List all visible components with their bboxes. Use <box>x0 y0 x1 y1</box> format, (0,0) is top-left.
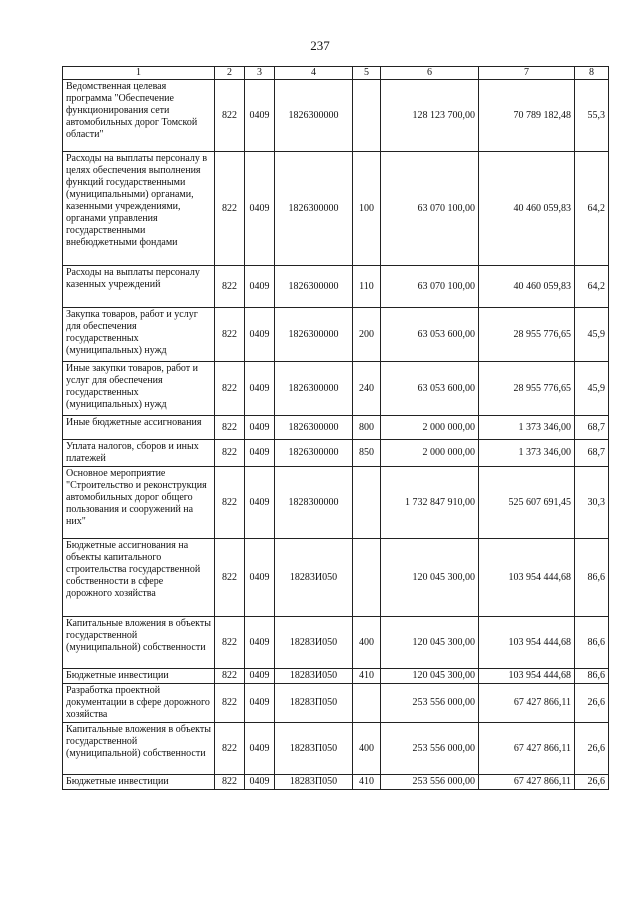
header-cell: 8 <box>575 67 609 80</box>
actual-amount-cell: 28 955 776,65 <box>479 308 575 362</box>
target-article-cell: 18283П050 <box>275 723 353 775</box>
ministry-code-cell: 822 <box>215 416 245 440</box>
plan-amount-cell: 63 070 100,00 <box>381 266 479 308</box>
table-row <box>63 152 609 266</box>
row-name-cell: Разработка проектной документации в сфере дорожного хозяйства <box>63 684 215 723</box>
actual-amount-cell: 67 427 866,11 <box>479 723 575 775</box>
section-code-cell: 0409 <box>245 775 275 790</box>
section-code-cell: 0409 <box>245 684 275 723</box>
actual-amount-cell: 70 789 182,48 <box>479 80 575 152</box>
percent-cell: 45,9 <box>575 362 609 416</box>
ministry-code-cell: 822 <box>215 617 245 669</box>
table-row <box>63 775 609 790</box>
target-article-cell: 1826300000 <box>275 308 353 362</box>
actual-amount-cell: 103 954 444,68 <box>479 539 575 617</box>
section-code-cell: 0409 <box>245 416 275 440</box>
plan-amount-cell: 253 556 000,00 <box>381 684 479 723</box>
expense-type-cell: 110 <box>353 266 381 308</box>
percent-cell: 86,6 <box>575 669 609 684</box>
section-code-cell: 0409 <box>245 80 275 152</box>
percent-cell: 55,3 <box>575 80 609 152</box>
page-number: 237 <box>310 38 330 53</box>
ministry-code-cell: 822 <box>215 308 245 362</box>
table-row <box>63 617 609 669</box>
actual-amount-cell: 67 427 866,11 <box>479 684 575 723</box>
expense-type-cell <box>353 80 381 152</box>
table-row <box>63 308 609 362</box>
row-name-cell: Уплата налогов, сборов и иных платежей <box>63 440 215 467</box>
percent-cell: 68,7 <box>575 440 609 467</box>
plan-amount-cell: 120 045 300,00 <box>381 669 479 684</box>
ministry-code-cell: 822 <box>215 684 245 723</box>
header-cell: 7 <box>479 67 575 80</box>
plan-amount-cell: 2 000 000,00 <box>381 440 479 467</box>
table-row <box>63 669 609 684</box>
row-name-cell: Расходы на выплаты персоналу казенных учреждений <box>63 266 215 308</box>
row-name-cell: Расходы на выплаты персоналу в целях обеспечения выполнения функций государственными (муниципальными) органами, казенными учреждениями, органами управления государственными внебюджетными фондами <box>63 152 215 266</box>
row-name-cell: Закупка товаров, работ и услуг для обеспечения государственных (муниципальных) нужд <box>63 308 215 362</box>
ministry-code-cell: 822 <box>215 152 245 266</box>
ministry-code-cell: 822 <box>215 539 245 617</box>
row-name-cell: Основное мероприятие "Строительство и реконструкция автомобильных дорог общего пользования и сооружений на них" <box>63 467 215 539</box>
ministry-code-cell: 822 <box>215 266 245 308</box>
plan-amount-cell: 253 556 000,00 <box>381 723 479 775</box>
ministry-code-cell: 822 <box>215 362 245 416</box>
target-article-cell: 1826300000 <box>275 362 353 416</box>
ministry-code-cell: 822 <box>215 723 245 775</box>
plan-amount-cell: 120 045 300,00 <box>381 539 479 617</box>
actual-amount-cell: 1 373 346,00 <box>479 440 575 467</box>
plan-amount-cell: 128 123 700,00 <box>381 80 479 152</box>
row-name-cell: Бюджетные инвестиции <box>63 775 215 790</box>
section-code-cell: 0409 <box>245 152 275 266</box>
actual-amount-cell: 40 460 059,83 <box>479 152 575 266</box>
table-row <box>63 684 609 723</box>
table-row <box>63 467 609 539</box>
plan-amount-cell: 63 053 600,00 <box>381 308 479 362</box>
row-name-cell: Иные бюджетные ассигнования <box>63 416 215 440</box>
plan-amount-cell: 2 000 000,00 <box>381 416 479 440</box>
table-row <box>63 80 609 152</box>
expense-type-cell: 410 <box>353 669 381 684</box>
percent-cell: 45,9 <box>575 308 609 362</box>
target-article-cell: 18283И050 <box>275 539 353 617</box>
row-name-cell: Бюджетные инвестиции <box>63 669 215 684</box>
header-row <box>63 67 609 80</box>
budget-table <box>62 66 609 790</box>
expense-type-cell: 800 <box>353 416 381 440</box>
actual-amount-cell: 67 427 866,11 <box>479 775 575 790</box>
expense-type-cell: 240 <box>353 362 381 416</box>
target-article-cell: 18283И050 <box>275 669 353 684</box>
actual-amount-cell: 1 373 346,00 <box>479 416 575 440</box>
actual-amount-cell: 103 954 444,68 <box>479 617 575 669</box>
plan-amount-cell: 63 070 100,00 <box>381 152 479 266</box>
expense-type-cell <box>353 539 381 617</box>
row-name-cell: Бюджетные ассигнования на объекты капитального строительства государственной собственности в сфере дорожного хозяйства <box>63 539 215 617</box>
ministry-code-cell: 822 <box>215 80 245 152</box>
section-code-cell: 0409 <box>245 467 275 539</box>
expense-type-cell: 410 <box>353 775 381 790</box>
target-article-cell: 1826300000 <box>275 80 353 152</box>
expense-type-cell: 100 <box>353 152 381 266</box>
plan-amount-cell: 253 556 000,00 <box>381 775 479 790</box>
ministry-code-cell: 822 <box>215 467 245 539</box>
percent-cell: 26,6 <box>575 775 609 790</box>
table-row <box>63 539 609 617</box>
target-article-cell: 1826300000 <box>275 440 353 467</box>
plan-amount-cell: 63 053 600,00 <box>381 362 479 416</box>
actual-amount-cell: 103 954 444,68 <box>479 669 575 684</box>
section-code-cell: 0409 <box>245 308 275 362</box>
table-row <box>63 723 609 775</box>
percent-cell: 86,6 <box>575 539 609 617</box>
header-cell: 6 <box>381 67 479 80</box>
row-name-cell: Иные закупки товаров, работ и услуг для обеспечения государственных (муниципальных) нужд <box>63 362 215 416</box>
expense-type-cell <box>353 467 381 539</box>
row-name-cell: Капитальные вложения в объекты государственной (муниципальной) собственности <box>63 617 215 669</box>
table-row <box>63 266 609 308</box>
header-cell: 5 <box>353 67 381 80</box>
target-article-cell: 18283И050 <box>275 617 353 669</box>
target-article-cell: 18283П050 <box>275 775 353 790</box>
header-cell: 3 <box>245 67 275 80</box>
section-code-cell: 0409 <box>245 440 275 467</box>
header-cell: 4 <box>275 67 353 80</box>
table-row <box>63 416 609 440</box>
actual-amount-cell: 28 955 776,65 <box>479 362 575 416</box>
table-row <box>63 440 609 467</box>
actual-amount-cell: 40 460 059,83 <box>479 266 575 308</box>
actual-amount-cell: 525 607 691,45 <box>479 467 575 539</box>
target-article-cell: 1826300000 <box>275 416 353 440</box>
section-code-cell: 0409 <box>245 669 275 684</box>
expense-type-cell: 400 <box>353 723 381 775</box>
ministry-code-cell: 822 <box>215 775 245 790</box>
plan-amount-cell: 1 732 847 910,00 <box>381 467 479 539</box>
target-article-cell: 1826300000 <box>275 152 353 266</box>
section-code-cell: 0409 <box>245 362 275 416</box>
expense-type-cell <box>353 684 381 723</box>
plan-amount-cell: 120 045 300,00 <box>381 617 479 669</box>
header-cell: 1 <box>63 67 215 80</box>
percent-cell: 30,3 <box>575 467 609 539</box>
section-code-cell: 0409 <box>245 617 275 669</box>
section-code-cell: 0409 <box>245 723 275 775</box>
target-article-cell: 18283П050 <box>275 684 353 723</box>
row-name-cell: Капитальные вложения в объекты государственной (муниципальной) собственности <box>63 723 215 775</box>
percent-cell: 26,6 <box>575 684 609 723</box>
expense-type-cell: 200 <box>353 308 381 362</box>
percent-cell: 26,6 <box>575 723 609 775</box>
section-code-cell: 0409 <box>245 266 275 308</box>
table-row <box>63 362 609 416</box>
expense-type-cell: 400 <box>353 617 381 669</box>
percent-cell: 64,2 <box>575 266 609 308</box>
ministry-code-cell: 822 <box>215 440 245 467</box>
target-article-cell: 1828300000 <box>275 467 353 539</box>
percent-cell: 68,7 <box>575 416 609 440</box>
expense-type-cell: 850 <box>353 440 381 467</box>
row-name-cell: Ведомственная целевая программа "Обеспечение функционирования сети автомобильных дорог Томской области" <box>63 80 215 152</box>
target-article-cell: 1826300000 <box>275 266 353 308</box>
percent-cell: 64,2 <box>575 152 609 266</box>
header-cell: 2 <box>215 67 245 80</box>
ministry-code-cell: 822 <box>215 669 245 684</box>
percent-cell: 86,6 <box>575 617 609 669</box>
section-code-cell: 0409 <box>245 539 275 617</box>
